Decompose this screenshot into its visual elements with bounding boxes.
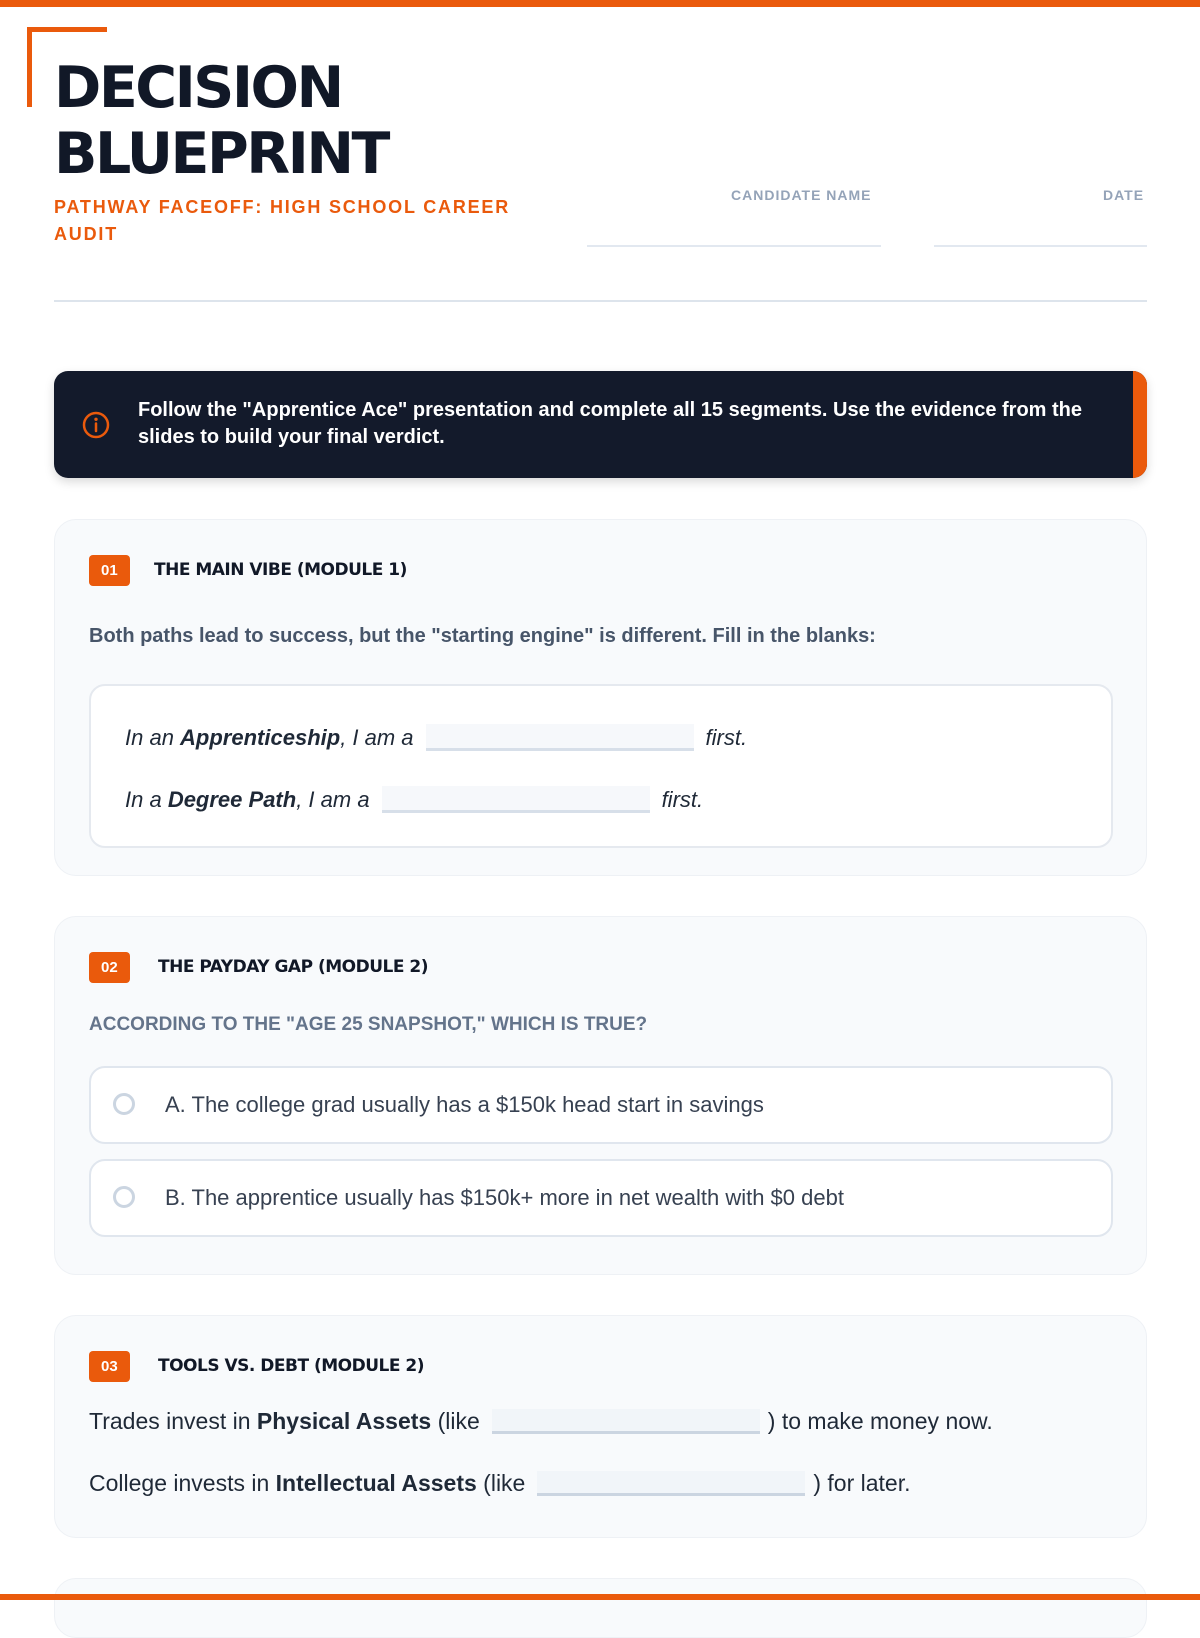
- section-title: THE MAIN VIBE (MODULE 1): [154, 560, 407, 580]
- fill-row-apprenticeship: [125, 724, 747, 751]
- banner-accent: [1133, 371, 1147, 478]
- section-card-02: [54, 916, 1147, 1275]
- option-label: B. The apprentice usually has $150k+ more in net wealth with $0 debt: [165, 1185, 844, 1210]
- section-number-badge: 02: [89, 952, 130, 983]
- candidate-name-label: CANDIDATE NAME: [731, 187, 872, 203]
- title-line-1: DECISION: [54, 55, 342, 121]
- asset-keyword: Physical Assets: [256, 1408, 432, 1434]
- corner-bracket: [27, 27, 107, 32]
- asset-open: (like: [431, 1408, 480, 1434]
- intellectual-assets-row: [89, 1470, 911, 1497]
- physical-assets-blank[interactable]: [492, 1409, 760, 1434]
- corner-bracket-vertical: [27, 27, 32, 107]
- section-number-badge: 03: [89, 1351, 130, 1382]
- instructions-text: Follow the "Apprentice Ace" presentation and complete all 15 segments. Use the evidence from the slides to build your final verdict.: [138, 399, 1083, 448]
- asset-suffix: ) for later.: [813, 1470, 911, 1496]
- physical-assets-row: [89, 1408, 993, 1435]
- date-label: DATE: [1103, 187, 1145, 203]
- section-card-01: [54, 519, 1147, 876]
- header-divider: [54, 300, 1147, 302]
- fill-middle: , I am a: [296, 786, 370, 812]
- fill-prefix: In a: [125, 786, 168, 812]
- info-icon: [82, 411, 110, 439]
- section-title: THE PAYDAY GAP (MODULE 2): [158, 957, 428, 977]
- fill-suffix: first.: [661, 786, 704, 812]
- asset-prefix: Trades invest in: [89, 1408, 257, 1434]
- asset-prefix: College invests in: [89, 1470, 276, 1496]
- apprenticeship-blank[interactable]: [426, 724, 694, 751]
- page-title: [54, 55, 388, 187]
- fill-prefix: In an: [125, 724, 181, 750]
- instructions-banner: [54, 371, 1147, 478]
- section-card-03: [54, 1315, 1147, 1538]
- top-accent-bar: [0, 0, 1200, 7]
- asset-open: (like: [476, 1470, 526, 1496]
- fill-keyword: Degree Path: [167, 786, 297, 812]
- title-line-2: BLUEPRINT: [54, 121, 388, 187]
- option-label: A. The college grad usually has a $150k head start in savings: [165, 1092, 764, 1117]
- section-card-04: [54, 1578, 1147, 1638]
- intellectual-assets-blank[interactable]: [537, 1471, 805, 1496]
- radio-button[interactable]: [113, 1093, 135, 1115]
- answer-option-b[interactable]: [89, 1159, 1113, 1237]
- fill-suffix: first.: [705, 724, 748, 750]
- section-title: TOOLS VS. DEBT (MODULE 2): [158, 1356, 424, 1376]
- degree-blank[interactable]: [382, 786, 650, 813]
- asset-suffix: ) to make money now.: [767, 1408, 993, 1434]
- page-subtitle: PATHWAY FACEOFF: HIGH SCHOOL CAREER AUDIT: [54, 197, 511, 244]
- fill-row-degree: [125, 786, 703, 813]
- asset-keyword: Intellectual Assets: [275, 1470, 477, 1496]
- answer-option-a[interactable]: [89, 1066, 1113, 1144]
- bottom-accent-bar: [0, 1594, 1200, 1600]
- candidate-name-field[interactable]: [587, 245, 881, 247]
- section-prompt: Both paths lead to success, but the "starting engine" is different. Fill in the blanks:: [89, 625, 876, 647]
- radio-button[interactable]: [113, 1186, 135, 1208]
- question-text: ACCORDING TO THE "AGE 25 SNAPSHOT," WHICH IS TRUE?: [89, 1014, 648, 1035]
- section-number-badge: 01: [89, 555, 130, 586]
- date-field[interactable]: [934, 245, 1147, 247]
- fill-keyword: Apprenticeship: [180, 724, 341, 750]
- fill-in-box: [89, 684, 1113, 848]
- fill-middle: , I am a: [340, 724, 414, 750]
